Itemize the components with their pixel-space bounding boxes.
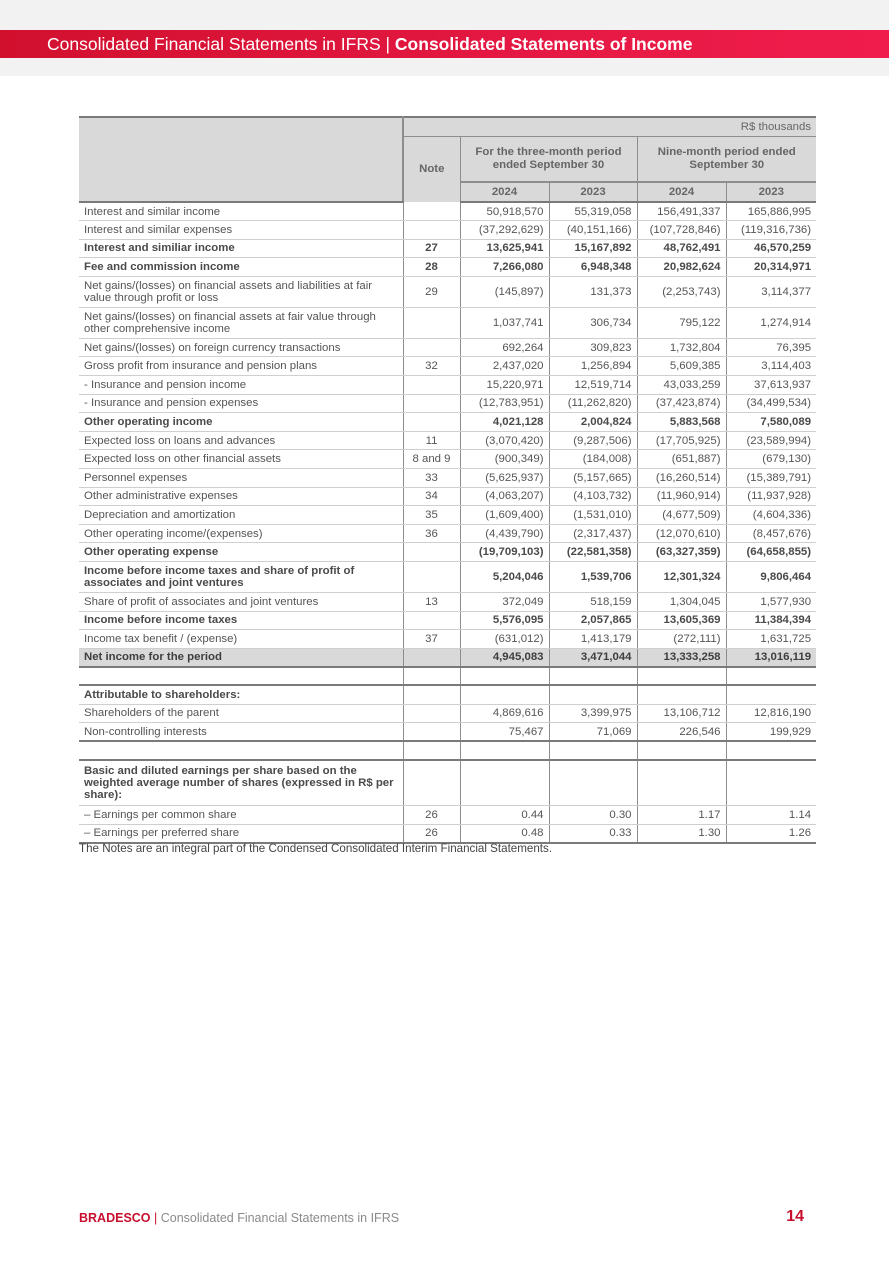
sub-strip (0, 58, 889, 76)
row-value: (679,130) (726, 450, 816, 469)
row-value: 15,220,971 (460, 376, 549, 395)
row-label: Interest and similar expenses (79, 221, 403, 240)
table-row (79, 276, 816, 307)
table-row (79, 562, 816, 593)
row-label: Other operating expense (79, 543, 403, 562)
table-row (79, 506, 816, 525)
row-value: (3,070,420) (460, 431, 549, 450)
table-row (79, 221, 816, 240)
row-value: 9,806,464 (726, 562, 816, 593)
row-value: (12,070,610) (637, 524, 726, 543)
table-row (79, 630, 816, 649)
row-note: 34 (403, 487, 460, 506)
table-row (79, 593, 816, 612)
row-value: 1,732,804 (637, 338, 726, 357)
table-row (79, 487, 816, 506)
row-value: 2,004,824 (549, 413, 637, 432)
table-row (79, 543, 816, 562)
spacer-row (79, 741, 816, 760)
row-note (403, 723, 460, 742)
spacer-row (79, 667, 816, 686)
row-label: Net income for the period (79, 648, 403, 667)
row-note (403, 376, 460, 395)
note-column-header: Note (403, 137, 460, 203)
page-footer (79, 1211, 399, 1225)
row-note (403, 394, 460, 413)
table-row (79, 824, 816, 843)
row-label: Expected loss on other financial assets (79, 450, 403, 469)
row-value: 309,823 (549, 338, 637, 357)
header-blank-cell (79, 117, 403, 202)
row-label: Net gains/(losses) on financial assets and liabilities at fair value through profit or loss (79, 276, 403, 307)
row-value: (4,103,732) (549, 487, 637, 506)
row-value: (15,389,791) (726, 469, 816, 488)
row-value: (2,317,437) (549, 524, 637, 543)
top-strip (0, 0, 889, 30)
row-note (403, 202, 460, 221)
row-label: Net gains/(losses) on financial assets at fair value through other comprehensive income (79, 307, 403, 338)
table-row (79, 394, 816, 413)
row-value: 48,762,491 (637, 239, 726, 258)
row-note: 26 (403, 824, 460, 843)
row-value: 199,929 (726, 723, 816, 742)
row-value: 1,304,045 (637, 593, 726, 612)
row-value: 20,314,971 (726, 258, 816, 277)
row-value: 12,519,714 (549, 376, 637, 395)
row-value: (4,439,790) (460, 524, 549, 543)
row-note: 33 (403, 469, 460, 488)
row-note (403, 704, 460, 723)
row-value: (145,897) (460, 276, 549, 307)
row-note: 29 (403, 276, 460, 307)
row-value: (5,157,665) (549, 469, 637, 488)
row-value: 13,333,258 (637, 648, 726, 667)
row-value: 15,167,892 (549, 239, 637, 258)
row-value: (119,316,736) (726, 221, 816, 240)
row-value: 1,256,894 (549, 357, 637, 376)
table-row (79, 413, 816, 432)
table-row (79, 239, 816, 258)
row-value: 1.17 (637, 806, 726, 825)
row-label: Personnel expenses (79, 469, 403, 488)
row-label: Other operating income (79, 413, 403, 432)
row-note (403, 648, 460, 667)
row-value: (11,262,820) (549, 394, 637, 413)
row-value: 13,625,941 (460, 239, 549, 258)
row-value: 3,471,044 (549, 648, 637, 667)
row-value: 226,546 (637, 723, 726, 742)
row-value: 165,886,995 (726, 202, 816, 221)
row-value: 156,491,337 (637, 202, 726, 221)
row-value: 76,395 (726, 338, 816, 357)
row-note (403, 307, 460, 338)
table-row (79, 469, 816, 488)
table-row (79, 723, 816, 742)
year-header: 2023 (726, 182, 816, 202)
row-value: 4,945,083 (460, 648, 549, 667)
row-value: (37,423,874) (637, 394, 726, 413)
income-statement-table (79, 116, 816, 844)
year-header: 2024 (637, 182, 726, 202)
row-value: (651,887) (637, 450, 726, 469)
row-value: 1.14 (726, 806, 816, 825)
row-value: 43,033,259 (637, 376, 726, 395)
row-value: 0.33 (549, 824, 637, 843)
net-income-row (79, 648, 816, 667)
table-row (79, 450, 816, 469)
row-value: 3,399,975 (549, 704, 637, 723)
row-value: (40,151,166) (549, 221, 637, 240)
row-value: (19,709,103) (460, 543, 549, 562)
row-value: (12,783,951) (460, 394, 549, 413)
footer-separator: | (150, 1211, 161, 1225)
row-label: Gross profit from insurance and pension plans (79, 357, 403, 376)
section-heading: Attributable to shareholders: (79, 685, 403, 704)
row-value: 5,609,385 (637, 357, 726, 376)
row-value: 37,613,937 (726, 376, 816, 395)
row-note (403, 611, 460, 630)
row-value: 3,114,403 (726, 357, 816, 376)
row-label: - Insurance and pension expenses (79, 394, 403, 413)
row-note (403, 543, 460, 562)
row-value: (184,008) (549, 450, 637, 469)
footnote: The Notes are an integral part of the Condensed Consolidated Interim Financial Statements. (79, 842, 553, 855)
row-value: (16,260,514) (637, 469, 726, 488)
row-value: 2,437,020 (460, 357, 549, 376)
row-value: 3,114,377 (726, 276, 816, 307)
table-row (79, 376, 816, 395)
row-value: 795,122 (637, 307, 726, 338)
row-note: 13 (403, 593, 460, 612)
table-row (79, 357, 816, 376)
row-value: 71,069 (549, 723, 637, 742)
row-value: 0.44 (460, 806, 549, 825)
row-value: 131,373 (549, 276, 637, 307)
section-heading: Basic and diluted earnings per share based on the weighted average number of shares (expressed in R$ per share): (79, 760, 403, 806)
page-header (0, 30, 889, 58)
row-value: (4,677,509) (637, 506, 726, 525)
row-value: 0.30 (549, 806, 637, 825)
row-value: (9,287,506) (549, 431, 637, 450)
row-label: Interest and similar income (79, 202, 403, 221)
table-row (79, 524, 816, 543)
row-note: 8 and 9 (403, 450, 460, 469)
table-row (79, 704, 816, 723)
row-value: 13,605,369 (637, 611, 726, 630)
row-value: 5,883,568 (637, 413, 726, 432)
row-value: 1,413,179 (549, 630, 637, 649)
row-label: Shareholders of the parent (79, 704, 403, 723)
row-value: 1,037,741 (460, 307, 549, 338)
row-value: (11,937,928) (726, 487, 816, 506)
row-value: 692,264 (460, 338, 549, 357)
row-label: Income before income taxes (79, 611, 403, 630)
row-note (403, 562, 460, 593)
row-note: 35 (403, 506, 460, 525)
row-value: 13,106,712 (637, 704, 726, 723)
row-note (403, 338, 460, 357)
table-row (79, 258, 816, 277)
row-note: 26 (403, 806, 460, 825)
row-value: (64,658,855) (726, 543, 816, 562)
table-row (79, 202, 816, 221)
row-value: 55,319,058 (549, 202, 637, 221)
row-value: 1.26 (726, 824, 816, 843)
row-value: 13,016,119 (726, 648, 816, 667)
row-label: – Earnings per preferred share (79, 824, 403, 843)
row-label: Share of profit of associates and joint ventures (79, 593, 403, 612)
row-value: 7,580,089 (726, 413, 816, 432)
row-note (403, 221, 460, 240)
row-label: Income tax benefit / (expense) (79, 630, 403, 649)
row-value: 1,274,914 (726, 307, 816, 338)
row-note (403, 413, 460, 432)
row-label: Depreciation and amortization (79, 506, 403, 525)
row-value: (8,457,676) (726, 524, 816, 543)
year-header: 2023 (549, 182, 637, 202)
row-value: 7,266,080 (460, 258, 549, 277)
row-value: 46,570,259 (726, 239, 816, 258)
row-value: 5,576,095 (460, 611, 549, 630)
row-value: 11,384,394 (726, 611, 816, 630)
header-prefix: Consolidated Financial Statements in IFRS | (47, 34, 395, 54)
row-value: 12,301,324 (637, 562, 726, 593)
row-note: 27 (403, 239, 460, 258)
row-value: (22,581,358) (549, 543, 637, 562)
row-value: (900,349) (460, 450, 549, 469)
row-value: 1,631,725 (726, 630, 816, 649)
row-note: 36 (403, 524, 460, 543)
row-value: 2,057,865 (549, 611, 637, 630)
row-value: (37,292,629) (460, 221, 549, 240)
row-label: Expected loss on loans and advances (79, 431, 403, 450)
brand-name: BRADESCO (79, 1211, 151, 1225)
row-value: 306,734 (549, 307, 637, 338)
row-note: 37 (403, 630, 460, 649)
row-label: Net gains/(losses) on foreign currency transactions (79, 338, 403, 357)
row-note: 11 (403, 431, 460, 450)
footer-text: Consolidated Financial Statements in IFRS (160, 1211, 400, 1225)
row-value: 4,021,128 (460, 413, 549, 432)
row-value: (23,589,994) (726, 431, 816, 450)
row-value: (4,604,336) (726, 506, 816, 525)
table-row (79, 611, 816, 630)
nine-month-group-header: Nine-month period ended September 30 (637, 137, 816, 183)
row-label: Fee and commission income (79, 258, 403, 277)
row-value: (34,499,534) (726, 394, 816, 413)
row-value: (2,253,743) (637, 276, 726, 307)
row-value: (1,609,400) (460, 506, 549, 525)
row-value: 4,869,616 (460, 704, 549, 723)
eps-header-row (79, 760, 816, 806)
table-row (79, 806, 816, 825)
row-label: Income before income taxes and share of profit of associates and joint ventures (79, 562, 403, 593)
row-value: 518,159 (549, 593, 637, 612)
row-value: 1,577,930 (726, 593, 816, 612)
table-row (79, 431, 816, 450)
row-label: Other operating income/(expenses) (79, 524, 403, 543)
row-label: Interest and similiar income (79, 239, 403, 258)
table-row (79, 338, 816, 357)
row-value: (272,111) (637, 630, 726, 649)
page-number: 14 (786, 1208, 804, 1225)
attributable-header-row (79, 685, 816, 704)
row-value: 372,049 (460, 593, 549, 612)
row-label: Non-controlling interests (79, 723, 403, 742)
row-value: 0.48 (460, 824, 549, 843)
row-value: (107,728,846) (637, 221, 726, 240)
row-label: – Earnings per common share (79, 806, 403, 825)
row-label: Other administrative expenses (79, 487, 403, 506)
row-value: 6,948,348 (549, 258, 637, 277)
row-value: 1,539,706 (549, 562, 637, 593)
row-value: 12,816,190 (726, 704, 816, 723)
row-value: (17,705,925) (637, 431, 726, 450)
row-value: 75,467 (460, 723, 549, 742)
row-note: 28 (403, 258, 460, 277)
row-value: (631,012) (460, 630, 549, 649)
row-note: 32 (403, 357, 460, 376)
units-label: R$ thousands (403, 117, 816, 137)
year-header: 2024 (460, 182, 549, 202)
row-value: (4,063,207) (460, 487, 549, 506)
row-value: (1,531,010) (549, 506, 637, 525)
row-label: - Insurance and pension income (79, 376, 403, 395)
row-value: (63,327,359) (637, 543, 726, 562)
row-value: 20,982,624 (637, 258, 726, 277)
row-value: (11,960,914) (637, 487, 726, 506)
three-month-group-header: For the three-month period ended September 30 (460, 137, 637, 183)
row-value: 50,918,570 (460, 202, 549, 221)
row-value: 1.30 (637, 824, 726, 843)
table-row (79, 307, 816, 338)
header-title: Consolidated Statements of Income (394, 34, 693, 54)
row-value: (5,625,937) (460, 469, 549, 488)
row-value: 5,204,046 (460, 562, 549, 593)
